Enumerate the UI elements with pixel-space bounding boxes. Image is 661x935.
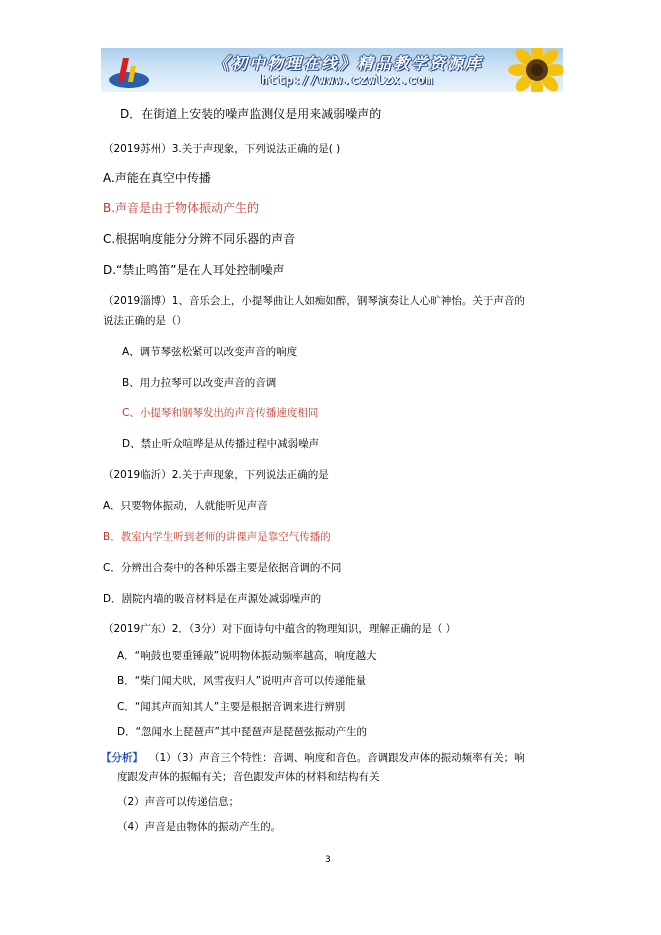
header-title: 《初中物理在线》精品教学资源库 — [213, 54, 484, 73]
header-banner — [101, 48, 563, 92]
option-line: C.根据响度能分分辨不同乐器的声音 — [103, 232, 296, 246]
page-number: 3 — [325, 855, 331, 865]
option-line: A.声能在真空中传播 — [103, 171, 211, 185]
answer-option-line: B.声音是由于物体振动产生的 — [103, 201, 260, 215]
sunflower-icon — [497, 48, 563, 92]
question-stem: （2019淄博）1、音乐会上，小提琴曲让人如痴如醉，钢琴演奏让人心旷神怡。关于声音的 — [103, 295, 525, 307]
site-logo-icon — [107, 52, 151, 90]
analysis-line: （2）声音可以传递信息； — [117, 796, 240, 808]
question-stem: （2019苏州）3.关于声现象，下列说法正确的是( ) — [103, 143, 341, 155]
option-line: D．“忽闻水上琵琶声”其中琵琶声是琵琶弦振动产生的 — [117, 726, 367, 738]
option-line: D.“禁止鸣笛”是在人耳处控制噪声 — [103, 263, 285, 277]
answer-option-line: C、小提琴和钢琴发出的声音传播速度相同 — [122, 407, 319, 419]
option-line: D、禁止听众喧哗是从传播过程中减弱噪声 — [122, 438, 320, 450]
analysis-label: 【分析】 — [101, 752, 143, 764]
answer-option-line: B．教室内学生听到老师的讲课声是靠空气传播的 — [103, 531, 331, 543]
analysis-line: 度跟发声体的振幅有关；音色跟发声体的材料和结构有关 — [117, 771, 380, 783]
question-stem: （2019广东）2．（3分）对下面诗句中蕴含的物理知识，理解正确的是（ ） — [103, 623, 457, 635]
option-line: A．只要物体振动，人就能听见声音 — [103, 500, 268, 512]
option-line: D．剧院内墙的吸音材料是在声源处减弱噪声的 — [103, 593, 322, 605]
analysis-line: （1）（3）声音三个特性：音调、响度和音色。音调跟发声体的振动频率有关；响 — [149, 752, 525, 764]
option-line: C．分辨出合奏中的各种乐器主要是依据音调的不同 — [103, 562, 342, 574]
option-line: B．“柴门闻犬吠，风雪夜归人”说明声音可以传递能量 — [117, 675, 367, 687]
option-line: A．“响鼓也要重锤敲”说明物体振动频率越高，响度越大 — [117, 650, 377, 662]
option-line: C．“闻其声而知其人”主要是根据音调来进行辨别 — [117, 701, 346, 713]
question-stem: 说法正确的是（） — [103, 315, 187, 327]
option-line: D．在街道上安装的噪声监测仪是用来减弱噪声的 — [120, 107, 382, 121]
analysis-line: （4）声音是由物体的振动产生的。 — [117, 821, 282, 833]
header-url: http://www.czwlzx.com — [261, 73, 434, 87]
question-stem: （2019临沂）2.关于声现象，下列说法正确的是 — [103, 469, 329, 481]
option-line: A、调节琴弦松紧可以改变声音的响度 — [122, 346, 298, 358]
option-line: B、用力拉琴可以改变声音的音调 — [122, 377, 277, 389]
